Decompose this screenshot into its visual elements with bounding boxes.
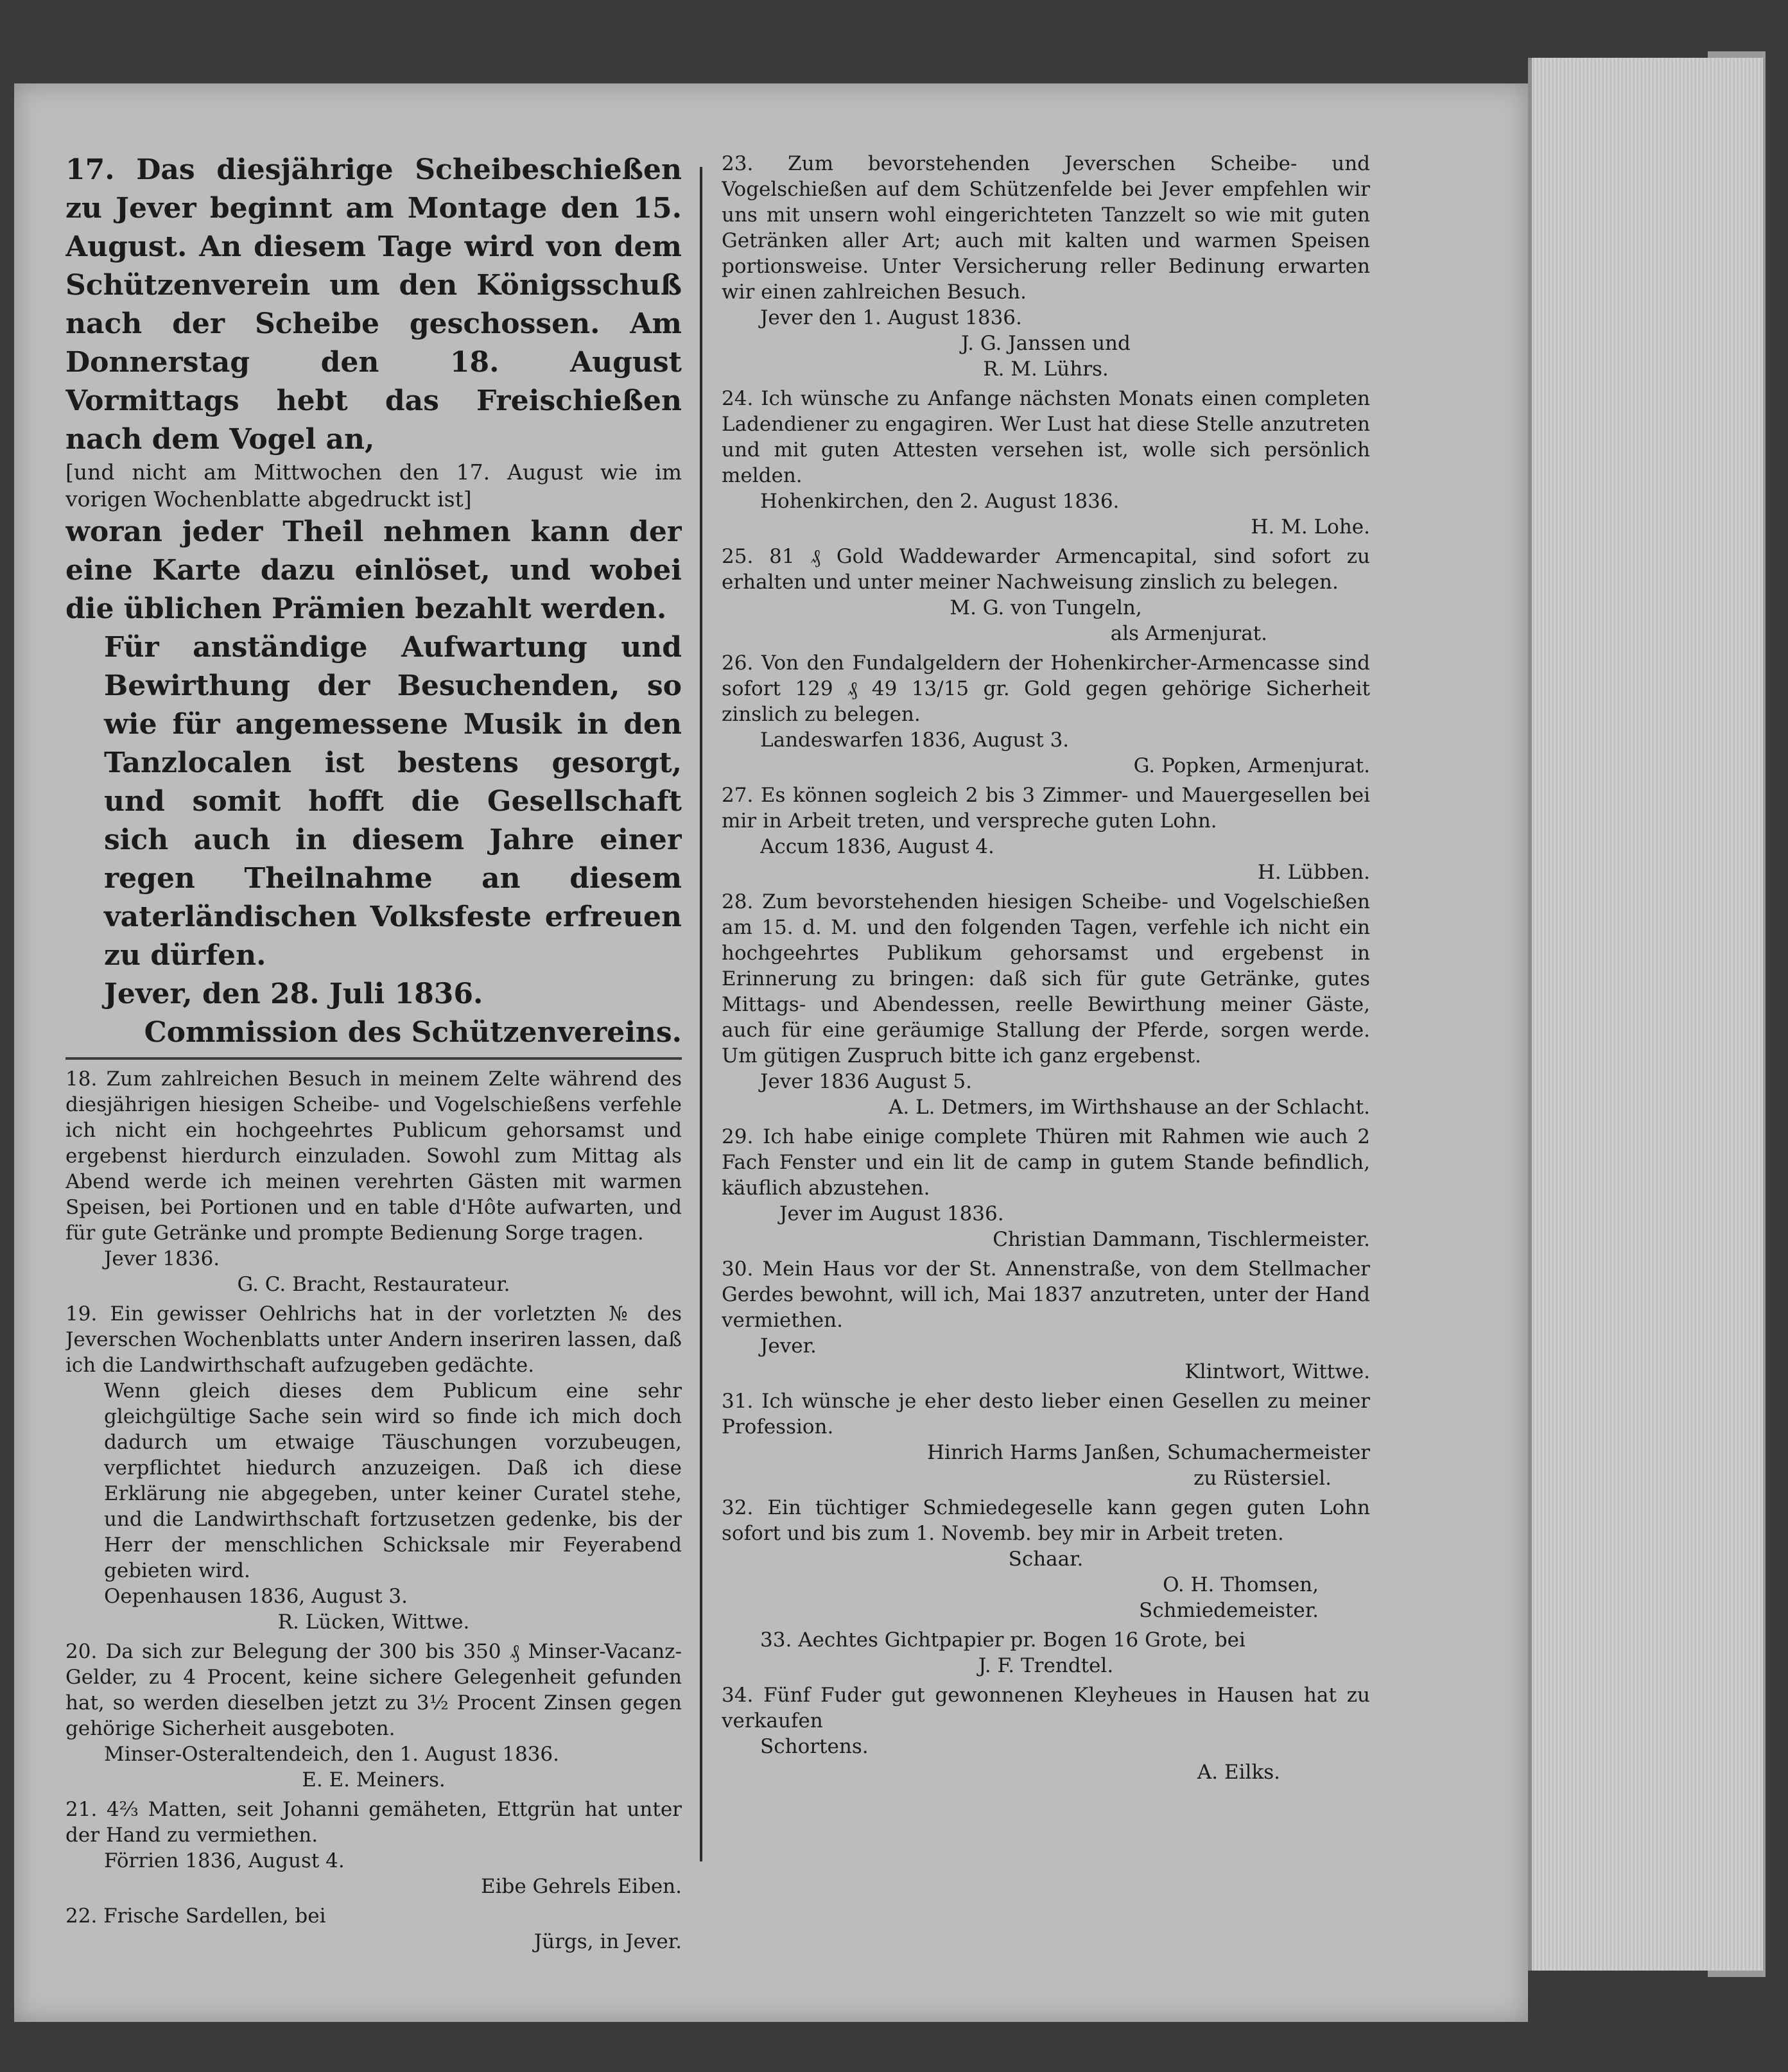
notice-18-place: Jever 1836. [104,1247,220,1270]
notice-31-body: 31. Ich wünsche je eher desto lieber einen Gesellen zu meiner Profession. [722,1390,1370,1438]
notice-19-signature: R. Lücken, Wittwe. [277,1610,470,1634]
column-divider [700,167,702,1861]
notice-23-signature2: R. M. Lührs. [983,358,1109,381]
notice-29-body: 29. Ich habe einige complete Thüren mit Rahmen wie auch 2 Fach Fenster und ein lit de camp in gutem Stande befindlich, käuflich abzustehen. [722,1125,1370,1200]
notice-28-place: Jever 1836 August 5. [760,1070,973,1093]
notice-33-signature: J. F. Trendtel. [978,1654,1114,1677]
notice-28-signature: A. L. Detmers, im Wirthshause an der Schlacht. [888,1096,1370,1119]
notice-25-body: 25. 81 ₰ Gold Waddewarder Armencapital, sind sofort zu erhalten und unter meiner Nachweisung zinslich zu belegen. [722,545,1370,594]
notice-27 [722,782,1370,885]
notice-21-place: Förrien 1836, August 4. [104,1849,345,1872]
notice-31-signature2: zu Rüstersiel. [1193,1467,1332,1490]
notice-25-signature2: als Armenjurat. [1110,622,1267,645]
notice-28-body: 28. Zum bevorstehenden hiesigen Scheibe- und Vogelschießen am 15. d. M. und den folgenden Tagen, verfehle ich nicht ein hochgeehrtes Publikum gehorsamst und ergebenst in Erinnerung zu bringen: daß sich für gute Getränke, gutes Mittags- und Abendessen, reelle Bewirthung meiner Gäste, auch für eine geräumige Stallung der Pferde, sorgen werde. Um gütigen Zuspruch bitte ich ganz ergebenst. [722,890,1370,1067]
notice-17 [65,151,682,1052]
notice-22 [65,1903,682,1955]
notice-33 [722,1627,1370,1679]
notice-17-body: 17. Das diesjährige Scheibeschießen zu Jever beginnt am Montage den 15. August. An diesem Tage wird von dem Schützenverein um den Königsschuß nach der Scheibe geschossen. Am Donnerstag den 18. August Vormittags hebt das Freischießen nach dem Vogel an, [65,153,682,456]
notice-25 [722,544,1370,646]
notice-26-signature: G. Popken, Armenjurat. [1133,754,1370,777]
notice-19 [65,1301,682,1635]
notice-26 [722,650,1370,779]
notice-32 [722,1495,1370,1623]
notice-19-place: Oepenhausen 1836, August 3. [104,1585,408,1608]
notice-34-signature: A. Eilks. [1197,1761,1280,1784]
notice-24-place: Hohenkirchen, den 2. August 1836. [760,490,1120,513]
notice-23-signature1: J. G. Janssen und [961,332,1131,355]
notice-33-body: 33. Aechtes Gichtpapier pr. Bogen 16 Grote, bei [760,1628,1246,1652]
notice-30-place: Jever. [760,1334,817,1358]
notice-21 [65,1797,682,1899]
newspaper-page [14,83,1528,2022]
notice-18 [65,1066,682,1297]
notice-17-bracket: [und nicht am Mittwochen den 17. August wie im vorigen Wochenblatte abgedruckt ist] [65,460,682,512]
notice-23 [722,151,1370,382]
notice-29-signature: Christian Dammann, Tischlermeister. [993,1228,1370,1251]
notice-26-place: Landeswarfen 1836, August 3. [760,729,1070,752]
notice-24-signature: H. M. Lohe. [1251,515,1370,539]
notice-22-body: 22. Frische Sardellen, bei [65,1904,326,1928]
notice-29-place: Jever im August 1836. [779,1202,1004,1225]
notice-21-body: 21. 4⅔ Matten, seit Johanni gemäheten, Ettgrün hat unter der Hand zu vermiethen. [65,1798,682,1847]
notice-31-signature: Hinrich Harms Janßen, Schumachermeister [926,1441,1370,1464]
notice-24 [722,386,1370,540]
notice-27-body: 27. Es können sogleich 2 bis 3 Zimmer- und Mauergesellen bei mir in Arbeit treten, und verspreche guten Lohn. [722,784,1370,833]
notice-32-signature: O. H. Thomsen, [1163,1573,1319,1596]
notice-20-body: 20. Da sich zur Belegung der 300 bis 350 ₰ Minser-Vacanz-Gelder, zu 4 Procent, keine sichere Gelegenheit gefunden hat, so werden dieselben jetzt zu 3½ Procent Zinsen gegen gehörige Sicherheit ausgeboten. [65,1640,682,1740]
divider-rule [65,1057,682,1060]
notice-17-signature: Commission des Schützenvereins. [144,1016,682,1049]
notice-23-body: 23. Zum bevorstehenden Jeverschen Scheibe- und Vogelschießen auf dem Schützenfelde bei Jever empfehlen wir uns mit unsern wohl eingerichteten Tanzzelt so wie mit guten Getränken aller Art; auch mit kalten und warmen Speisen portionsweise. Unter Versicherung reller Bedinung erwarten wir einen zahlreichen Besuch. [722,152,1370,304]
notice-32-signature2: Schmiedemeister. [1138,1599,1319,1622]
notice-34-body: 34. Fünf Fuder gut gewonnenen Kleyheues in Hausen hat zu verkaufen [722,1684,1370,1732]
notice-34 [722,1682,1370,1785]
notice-20-signature: E. E. Meiners. [302,1768,446,1791]
notice-18-signature: G. C. Bracht, Restaurateur. [237,1273,510,1296]
notice-25-signature: M. G. von Tungeln, [950,596,1142,619]
notice-20 [65,1639,682,1793]
page-stack-edge [1528,58,1763,1971]
notice-17-place: Jever, den 28. Juli 1836. [104,978,483,1010]
notice-17-body3: Für anständige Aufwartung und Bewirthung der Besuchenden, so wie für angemessene Musik in den Tanzlocalen ist bestens gesorgt, und somit hofft die Gesellschaft sich auch in diesem Jahre einer regen Theilnahme an diesem vaterländischen Volksfeste erfreuen zu dürfen. [104,631,682,972]
notice-19-body: 19. Ein gewisser Oehlrichs hat in der vorletzten № des Jeverschen Wochenblatts unter Andern inseriren lassen, daß ich die Landwirthschaft aufzugeben gedächte. [65,1302,682,1377]
notice-30 [722,1256,1370,1385]
notice-34-place: Schortens. [760,1735,869,1758]
right-column [722,151,1370,1785]
notice-27-signature: H. Lübben. [1257,861,1370,884]
notice-27-place: Accum 1836, August 4. [760,835,994,858]
notice-24-body: 24. Ich wünsche zu Anfange nächsten Monats einen completen Ladendiener zu engagiren. Wer Lust hat diese Stelle anzutreten und mit guten Attesten versehen ist, wolle sich persönlich melden. [722,387,1370,487]
notice-18-body: 18. Zum zahlreichen Besuch in meinem Zelte während des diesjährigen hiesigen Scheibe- und Vogelschießens verfehle ich nicht ein hochgeehrtes Publicum gehorsamst und ergebenst hierdurch einzuladen. Sowohl zum Mittag als Abend werde ich meinen verehrten Gästen mit warmen Speisen, bei Portionen und en table d'Hôte aufwarten, und für gute Getränke und prompte Bedienung Sorge tragen. [65,1067,682,1245]
notice-22-signature: Jürgs, in Jever. [534,1930,682,1953]
notice-30-signature: Klintwort, Wittwe. [1185,1360,1370,1383]
notice-31 [722,1388,1370,1491]
notice-26-body: 26. Von den Fundalgeldern der Hohenkircher-Armencasse sind sofort 129 ₰ 49 13/15 gr. Gold gegen gehörige Sicherheit zinslich zu belegen. [722,652,1370,726]
notice-28 [722,889,1370,1120]
notice-17-body2: woran jeder Theil nehmen kann der eine Karte dazu einlöset, und wobei die üblichen Prämien bezahlt werden. [65,515,682,625]
notice-20-place: Minser-Osteraltendeich, den 1. August 1836. [104,1743,559,1766]
left-column [65,151,682,1955]
notice-29 [722,1124,1370,1252]
notice-21-signature: Eibe Gehrels Eiben. [480,1875,682,1898]
notice-32-body: 32. Ein tüchtiger Schmiedegeselle kann gegen guten Lohn sofort und bis zum 1. Novemb. bey mir in Arbeit treten. [722,1496,1370,1545]
notice-23-place: Jever den 1. August 1836. [760,306,1022,329]
notice-32-place: Schaar. [1008,1548,1084,1571]
notice-30-body: 30. Mein Haus vor der St. Annenstraße, von dem Stellmacher Gerdes bewohnt, will ich, Mai 1837 anzutreten, unter der Hand vermiethen. [722,1257,1370,1332]
notice-19-body2: Wenn gleich dieses dem Publicum eine sehr gleichgültige Sache sein wird so finde ich mich doch dadurch um etwaige Täuschungen vorzubeugen, verpflichtet hiedurch anzuzeigen. Daß ich diese Erklärung nie abgegeben, unter keiner Curatel stehe, und die Landwirthschaft fortzusetzen gedenke, bis der Herr der menschlichen Schicksale mir Feyerabend gebieten wird. [104,1379,682,1582]
